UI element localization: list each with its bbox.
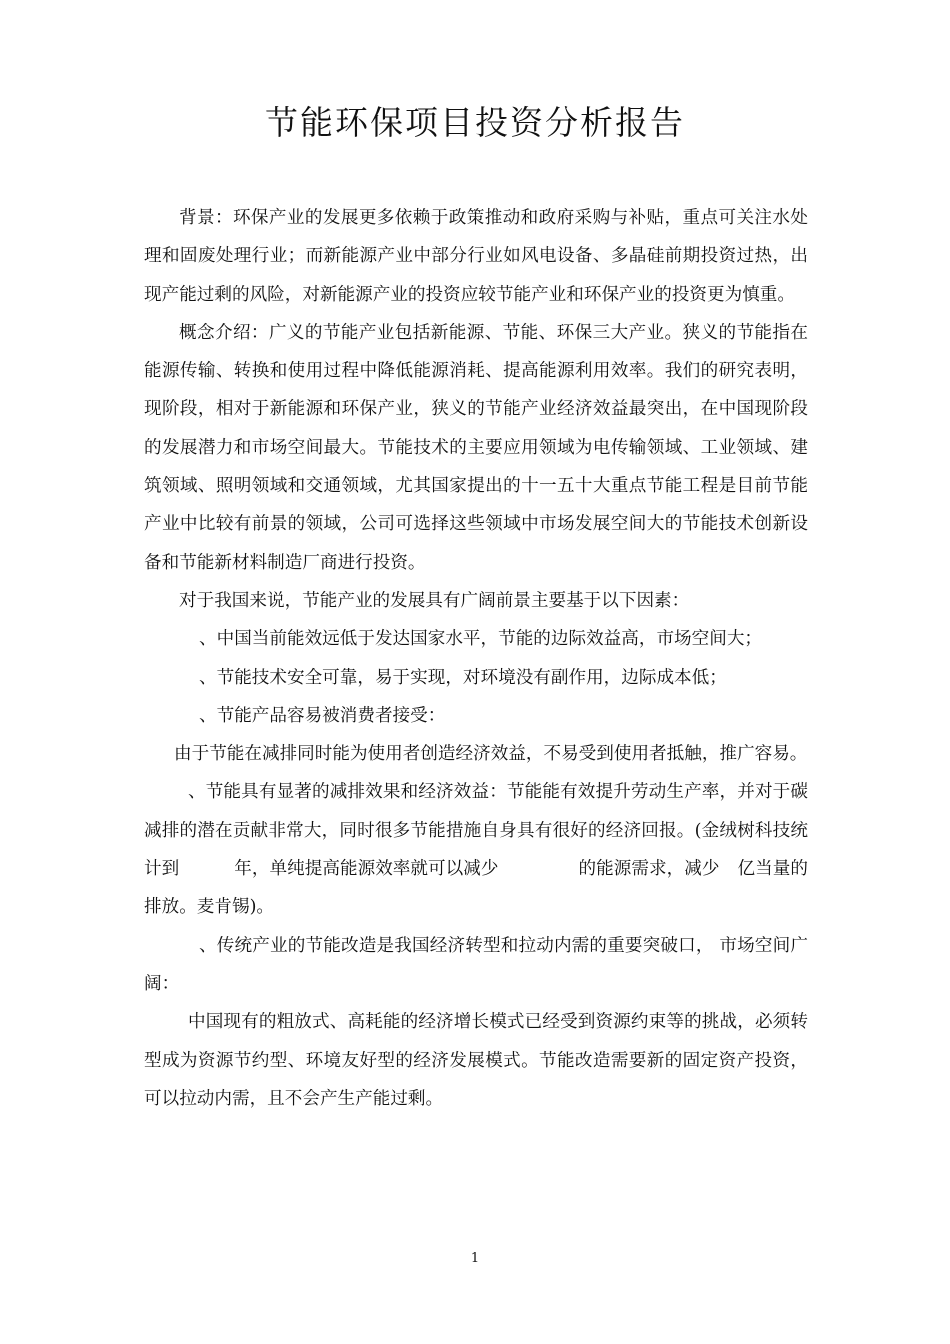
factor-4-text-part-4: 亿当量的排放。麦肯锡)。 [144, 859, 808, 918]
factor-4-text-part-2: 年，单纯提高能源效率就可以减少 [234, 859, 499, 880]
paragraph-factor-3-detail: 由于节能在减排同时能为使用者创造经济效益，不易受到使用者抵触，推广容易。 [174, 744, 808, 765]
page-number: 1 [470, 1251, 480, 1266]
factor-4-text-part-3: 的能源需求，减少 [578, 859, 720, 880]
paragraph-concept: 概念介绍：广义的节能产业包括新能源、节能、环保三大产业。狭义的节能指在能源传输、转换和使用过程中降低能源消耗、提高能源利用效率。我们的研究表明，现阶段，相对于新能源和环保产业，狭义的节能产业经济效益最突出，在中国现阶段的发展潜力和市场空间最大。节能技术的主要应用领域为电传输领域、工业领域、建筑领域、照明领域和交通领域，尤其国家提出的十一五十大重点节能工程是目前节能产业中比较有前景的领域，公司可选择这些领域中市场发展空间大的节能技术创新设备和节能新材料制造厂商进行投资。 [144, 322, 808, 573]
document-body [144, 199, 808, 1118]
list-item-factor-5: 、传统产业的节能改造是我国经济转型和拉动内需的重要突破口， 市场空间广阔： [144, 935, 808, 994]
factor-4-text-part-1: 、节能具有显著的减排效果和经济效益：节能能有效提升劳动生产率，并对于碳减排的潜在贡献非常大，同时很多节能措施自身具有很好的经济回报。(金绒树科技统计到 [144, 782, 808, 880]
paragraph-factors-intro: 对于我国来说，节能产业的发展具有广阔前景主要基于以下因素： [179, 590, 690, 611]
list-item-factor-1: 、中国当前能效远低于发达国家水平，节能的边际效益高，市场空间大； [199, 629, 763, 650]
document-title: 节能环保项目投资分析报告 [265, 103, 685, 142]
paragraph-factor-5-detail: 中国现有的粗放式、高耗能的经济增长模式已经受到资源约束等的挑战，必须转型成为资源节约型、环境友好型的经济发展模式。节能改造需要新的固定资产投资，可以拉动内需，且不会产生产能过剩。 [144, 1012, 808, 1109]
list-item-factor-2: 、节能技术安全可靠，易于实现，对环境没有副作用，边际成本低； [199, 667, 727, 688]
list-item-factor-4 [144, 773, 808, 926]
list-item-factor-3: 、节能产品容易被消费者接受： [199, 705, 446, 726]
paragraph-background: 背景：环保产业的发展更多依赖于政策推动和政府采购与补贴，重点可关注水处理和固废处理行业；而新能源产业中部分行业如风电设备、多晶硅前期投资过热，出现产能过剩的风险，对新能源产业的投资应较节能产业和环保产业的投资更为慎重。 [144, 208, 808, 305]
